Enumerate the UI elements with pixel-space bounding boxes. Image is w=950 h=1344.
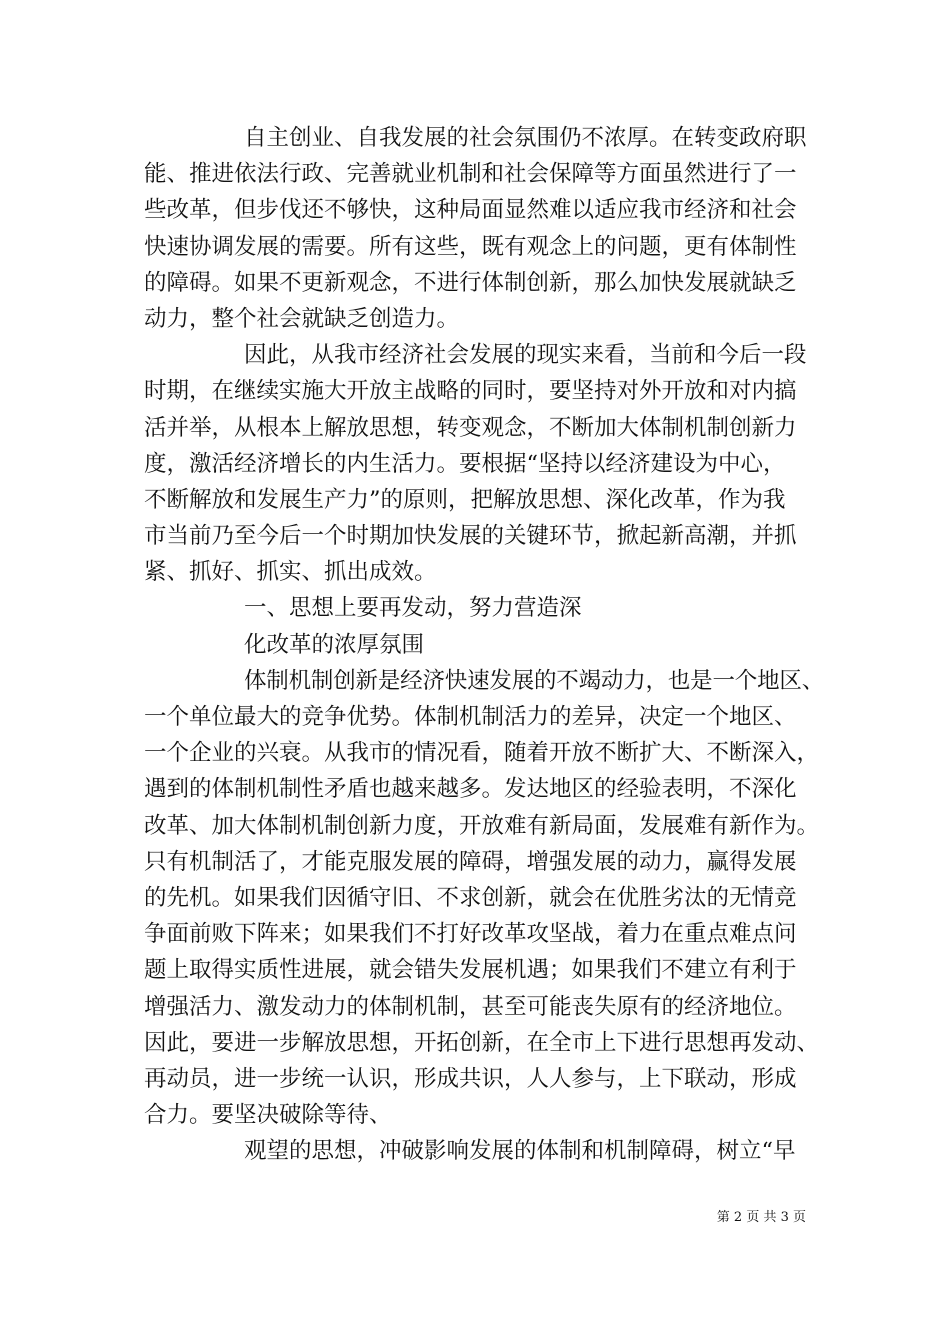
text-line: 化改革的浓厚氛围 <box>244 631 425 658</box>
text-line: 一、思想上要再发动，努力营造深 <box>244 595 582 622</box>
text-line: 因此，要进一步解放思想，开拓创新，在全市上下进行思想再发动、 <box>144 1029 820 1056</box>
text-line: 一个单位最大的竞争优势。体制机制活力的差异，决定一个地区、 <box>144 704 797 730</box>
text-line: 争面前败下阵来；如果我们不打好改革攻坚战，着力在重点难点问 <box>144 921 797 948</box>
text-line: 遇到的体制机制性矛盾也越来越多。发达地区的经验表明，不深化 <box>144 776 797 803</box>
text-line: 增强活力、激发动力的体制机制，甚至可能丧失原有的经济地位。 <box>144 993 797 1020</box>
text-line: 能、推进依法行政、完善就业机制和社会保障等方面虽然进行了一 <box>144 161 797 188</box>
text-line: 自主创业、自我发展的社会氛围仍不浓厚。在转变政府职 <box>244 125 807 151</box>
text-line: 一个企业的兴衰。从我市的情况看，随着开放不断扩大、不断深入， <box>144 740 820 767</box>
text-line: 只有机制活了，才能克服发展的障碍，增强发展的动力，赢得发展 <box>144 848 797 875</box>
text-line: 因此，从我市经济社会发展的现实来看，当前和今后一段 <box>244 342 807 369</box>
text-line: 活并举，从根本上解放思想，转变观念，不断加大体制机制创新力 <box>144 414 797 441</box>
text-line: 不断解放和发展生产力”的原则，把解放思想、深化改革，作为我 <box>144 486 786 513</box>
text-line: 合力。要坚决破除等待、 <box>144 1102 392 1129</box>
text-line: 市当前乃至今后一个时期加快发展的关键环节，掀起新高潮，并抓 <box>144 523 797 550</box>
page-footer: 第 2 页 共 3 页 <box>716 1210 806 1225</box>
text-line: 度，激活经济增长的内生活力。要根据“坚持以经济建设为中心， <box>144 450 786 477</box>
text-line: 题上取得实质性进展，就会错失发展机遇；如果我们不建立有利于 <box>144 957 797 984</box>
text-line: 体制机制创新是经济快速发展的不竭动力，也是一个地区、 <box>244 667 825 694</box>
body-text <box>144 120 824 1169</box>
text-line: 动力，整个社会就缺乏创造力。 <box>144 305 460 332</box>
text-line: 时期，在继续实施大开放主战略的同时，要坚持对外开放和对内搞 <box>144 378 797 405</box>
text-line: 改革、加大体制机制创新力度，开放难有新局面，发展难有新作为。 <box>144 812 820 839</box>
text-line: 快速协调发展的需要。所有这些，既有观念上的问题，更有体制性 <box>144 233 797 260</box>
text-line: 紧、抓好、抓实、抓出成效。 <box>144 559 437 586</box>
text-line: 些改革，但步伐还不够快，这种局面显然难以适应我市经济和社会 <box>144 197 797 224</box>
text-line: 的先机。如果我们因循守旧、不求创新，就会在优胜劣汰的无情竞 <box>144 884 797 911</box>
text-line: 再动员，进一步统一认识，形成共识，人人参与，上下联动，形成 <box>144 1065 797 1092</box>
text-line: 观望的思想，冲破影响发展的体制和机制障碍，树立“早 <box>244 1138 796 1165</box>
text-line: 的障碍。如果不更新观念，不进行体制创新，那么加快发展就缺乏 <box>144 269 797 296</box>
